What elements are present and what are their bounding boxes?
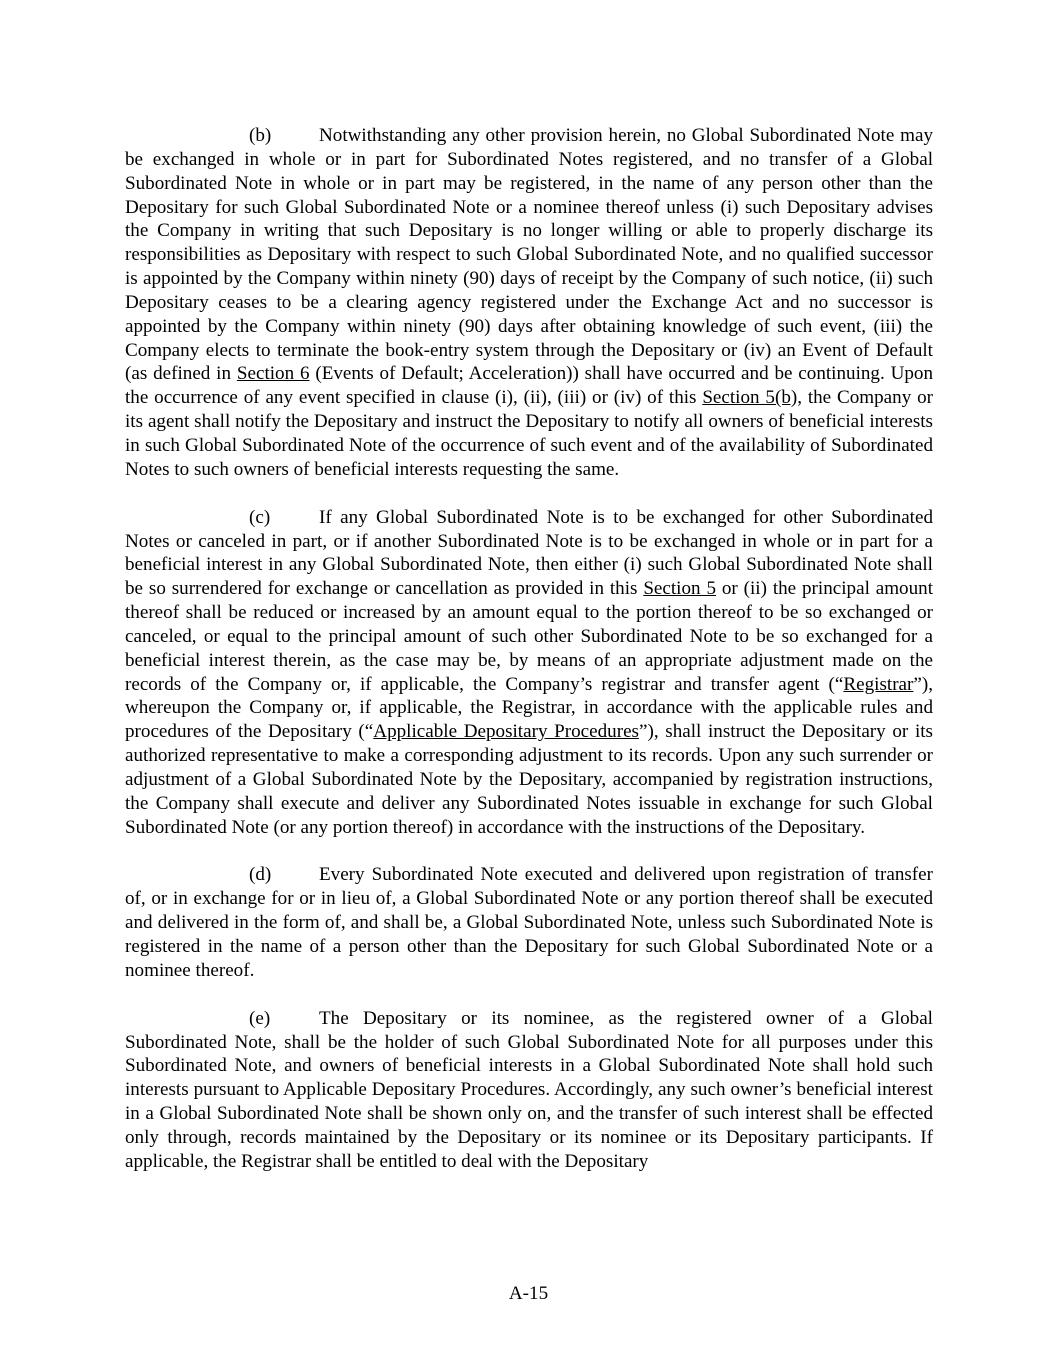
defined-term: Registrar <box>843 673 914 695</box>
paragraph-label: (b) <box>249 125 272 146</box>
paragraph-text: or (ii) the principal amount thereof shall be reduced or increased by an amount equal to the portion thereof to be so exchanged or canceled, or equal to the principal amount of such other Subordinated Note to be so exchanged for a beneficial interest therein, as the case may be, by means of an appropriate adjustment made on the records of the Company or, if applicable, the Company’s registrar and transfer agent (“ <box>125 578 934 695</box>
paragraph-text: Notwithstanding any other provision herein, no Global Subordinated Note may be exchanged in whole or in part for Subordinated Notes registered, and no transfer of a Global Subordinated Note in whole or in part may be registered, in the name of any person other than the Depositary for such Global Subordinated Note or a nominee thereof unless (i) such Depositary advises the Company in writing that such Depositary is no longer willing or able to properly discharge its responsibilities as Depositary with respect to such Global Subordinated Note, and no qualified successor is appointed by the Company within ninety (90) days of receipt by the Company of such notice, (ii) such Depositary ceases to be a clearing agency registered under the Exchange Act and no successor is appointed by the Company within ninety (90) days after obtaining knowledge of such event, (iii) the Company elects to terminate the book-entry system through the Depositary or (iv) an Event of Default (as defined in <box>125 125 933 385</box>
paragraph-c <box>125 506 933 840</box>
paragraph-text: the Company or its agent shall notify the Depositary and instruct the Depositary to notify all owners of beneficial interests in such Global Subordinated Note of the occurrence of such event and of the availability of Subordinated Notes to such owners of beneficial interests requesting the same. <box>125 387 933 480</box>
paragraph-label: (e) <box>249 1007 271 1029</box>
paragraph-text: ”), shall instruct the Depositary or its authorized representative to make a corresponding adjustment to its records. Upon any such surrender or adjustment of a Global Subordinated Note by the Depositary, accompanied by registration instructions, the Company shall execute and deliver any Subordinated Notes issuable in exchange for such Global Subordinated Note (or any portion thereof) in accordance with the instructions of the Depositary. <box>125 721 933 838</box>
paragraph-text: Every Subordinated Note executed and delivered upon registration of transfer of, or in exchange for or in lieu of, a Global Subordinated Note or any portion thereof shall be executed and delivered in the form of, and shall be, a Global Subordinated Note, unless such Subordinated Note is registered in the name of a person other than the Depositary for such Global Subordinated Note or a nominee thereof. <box>125 864 933 981</box>
section-reference: Section 5 <box>643 578 716 600</box>
paragraph-text: (Events of Default; Acceleration)) shall have occurred and be continuing. Upon the occurrence of any event specified in clause (i), (ii), (iii) or (iv) of this <box>125 363 934 409</box>
paragraph-label: (d) <box>249 864 272 886</box>
paragraph-text: If any Global Subordinated Note is to be exchanged for other Subordinated Notes or canceled in part, or if another Subordinated Note is to be exchanged in whole or in part for a beneficial interest in any Global Subordinated Note, then either (i) such Global Subordinated Note shall be so surrendered for exchange or cancellation as provided in this <box>125 506 933 600</box>
paragraph-d <box>125 863 933 982</box>
paragraph-label: (c) <box>249 506 271 528</box>
paragraph-e <box>125 1007 933 1174</box>
document-page <box>125 124 933 1198</box>
section-reference: Section 5(b), <box>702 387 802 409</box>
section-reference: Section 6 <box>236 363 310 385</box>
paragraph-text: ”), whereupon the Company or, if applicable, the Registrar, in accordance with the applicable rules and procedures of the Depositary (“ <box>125 673 933 743</box>
paragraph-text: The Depositary or its nominee, as the registered owner of a Global Subordinated Note, shall be the holder of such Global Subordinated Note for all purposes under this Subordinated Note, and owners of beneficial interests in a Global Subordinated Note shall hold such interests pursuant to Applicable Depositary Procedures. Accordingly, any such owner’s beneficial interest in a Global Subordinated Note shall be shown only on, and the transfer of such interest shall be effected only through, records maintained by the Depositary or its nominee or its Depositary participants. If applicable, the Registrar shall be entitled to deal with the Depositary <box>125 1007 933 1172</box>
paragraph-b <box>125 124 933 482</box>
defined-term: Applicable Depositary Procedures <box>373 721 639 743</box>
page-number: A-15 <box>508 1283 549 1304</box>
